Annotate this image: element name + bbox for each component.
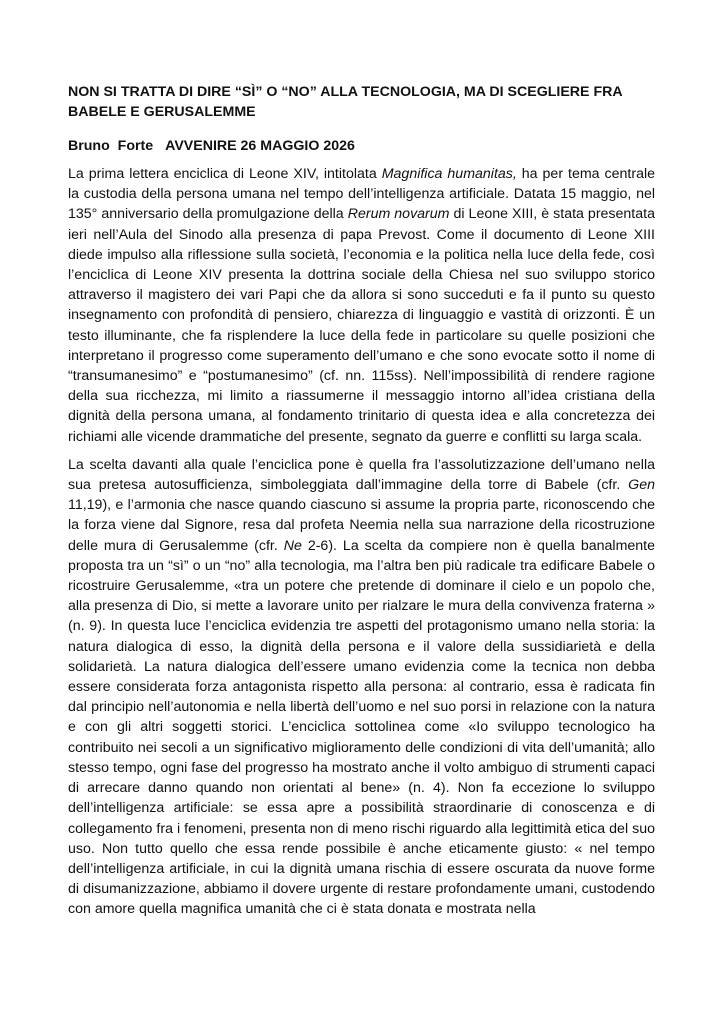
p1-text-c: ha per tema centrale la custodia della persona umana nel tempo dell’intelligenza artificiale. Datata 15 maggio, nel 135° anniversario della promulgazione della [68, 166, 655, 223]
p2-text-a: La scelta davanti alla quale l’enciclica pone è quella fra l’assolutizzazione dell’umano nella sua pretesa autosufficienza, simboleggiata dall’immagine della torre di Babele (cfr. [68, 456, 655, 494]
article-title: NON SI TRATTA DI DIRE “SÌ” O “NO” ALLA TECNOLOGIA, MA DI SCEGLIERE FRA BABELE E GERUSALEMME [68, 84, 623, 120]
p2-italic-ne: Ne [283, 537, 302, 554]
p2-text-c: 11,19), e l’armonia che nasce quando ciascuno si assume la propria parte, riconoscendo che la forza viene dal Signore, resa dal profeta Neemia nella sua narrazione della ricostruzione delle mura di Gerusalemme (cfr. [68, 497, 655, 554]
p2-italic-gen: Gen [628, 477, 655, 494]
p1-italic-title: Magnifica humanitas, [381, 166, 517, 182]
paragraph-1 [68, 164, 655, 447]
p1-text-a: La prima lettera enciclica di Leone XIV, intitolata [68, 166, 382, 182]
p1-text-e: di Leone XIII, è stata presentata ieri nell’Aula del Sinodo alla presenza di papa Prevost. Come il documento di Leone XIII diede impulso alla riflessione sulla società, l’economia e la politica nella luce della fede, così l’enciclica di Leone XIV presenta la dottrina sociale della Chiesa nel suo sviluppo storico attraverso il magistero dei vari Papi che da allora si sono succeduti e fa il punto su questo insegnamento con profondità di pensiero, chiarezza di linguaggio e vastità di orizzonti. È un testo illuminante, che fa risplendere la luce della fede in particolare su quelle posizioni che interpretano il progresso come superamento dell’umano e che sono evocate sotto il nome di “transumanesimo” e “postumanesimo” (cf. nn. 115ss). Nell’impossibilità di rendere ragione della sua ricchezza, mi limito a riassumerne il messaggio intorno all’idea cristiana della dignità della persona umana, al fondamento trinitario di questa idea e alla concretezza dei richiami alle vicende drammatiche del presente, segnato da guerre e conflitti su larga scala. [68, 206, 655, 445]
byline [68, 136, 655, 156]
source-date: AVVENIRE 26 MAGGIO 2026 [165, 138, 355, 154]
paragraph-2 [68, 455, 655, 920]
p2-text-e: 2-6). La scelta da compiere non è quella banalmente proposta tra un “sì” o un “no” alla tecnologia, ma l’altra ben più radicale tra edificare Babele o ricostruire Gerusalemme, «tra un potere che pretende di dominare il cielo e un popolo che, alla presenza di Dio, si mette a lavorare unito per rialzare le mura della convivenza fraterna » (n. 9). In questa luce l’enciclica evidenzia tre aspetti del protagonismo umano nella storia: la natura dialogica di esso, la dignità della persona e il valore della sussidiarietà e della solidarietà. La natura dialogica dell’essere umano evidenzia come la tecnica non debba essere considerata forza antagonista rispetto alla persona: al contrario, essa è radicata fin dal principio nell’autonomia e nella libertà dell’uomo e nel suo porsi in relazione con la natura e con gli altri soggetti storici. L’enciclica sottolinea come «Io sviluppo tecnologico ha contribuito nei secoli a un significativo miglioramento delle condizioni di vita dell’umanità; allo stesso tempo, ogni fase del progresso ha mostrato anche il volto ambiguo di strumenti capaci di arrecare danno quando non orientati al bene» (n. 4). Non fa eccezione lo sviluppo dell’intelligenza artificiale: se essa apre a possibilità straordinarie di conoscenza e di collegamento fra i fenomeni, presenta non di meno rischi riguardo alla legittimità etica del suo uso. Non tutto quello che essa rende possibile è anche eticamente giusto: « nel tempo dell’intelligenza artificiale, in cui la dignità umana rischia di essere oscurata da nuove forme di disumanizzazione, abbiamo il dovere urgente di restare profondamente umani, custodendo con amore quella magnifica umanità che ci è stata donata e mostrata nella [68, 537, 655, 918]
author-name: Bruno Forte [68, 138, 154, 154]
p1-italic-rerum: Rerum novarum [347, 206, 450, 223]
document-page [68, 82, 655, 928]
